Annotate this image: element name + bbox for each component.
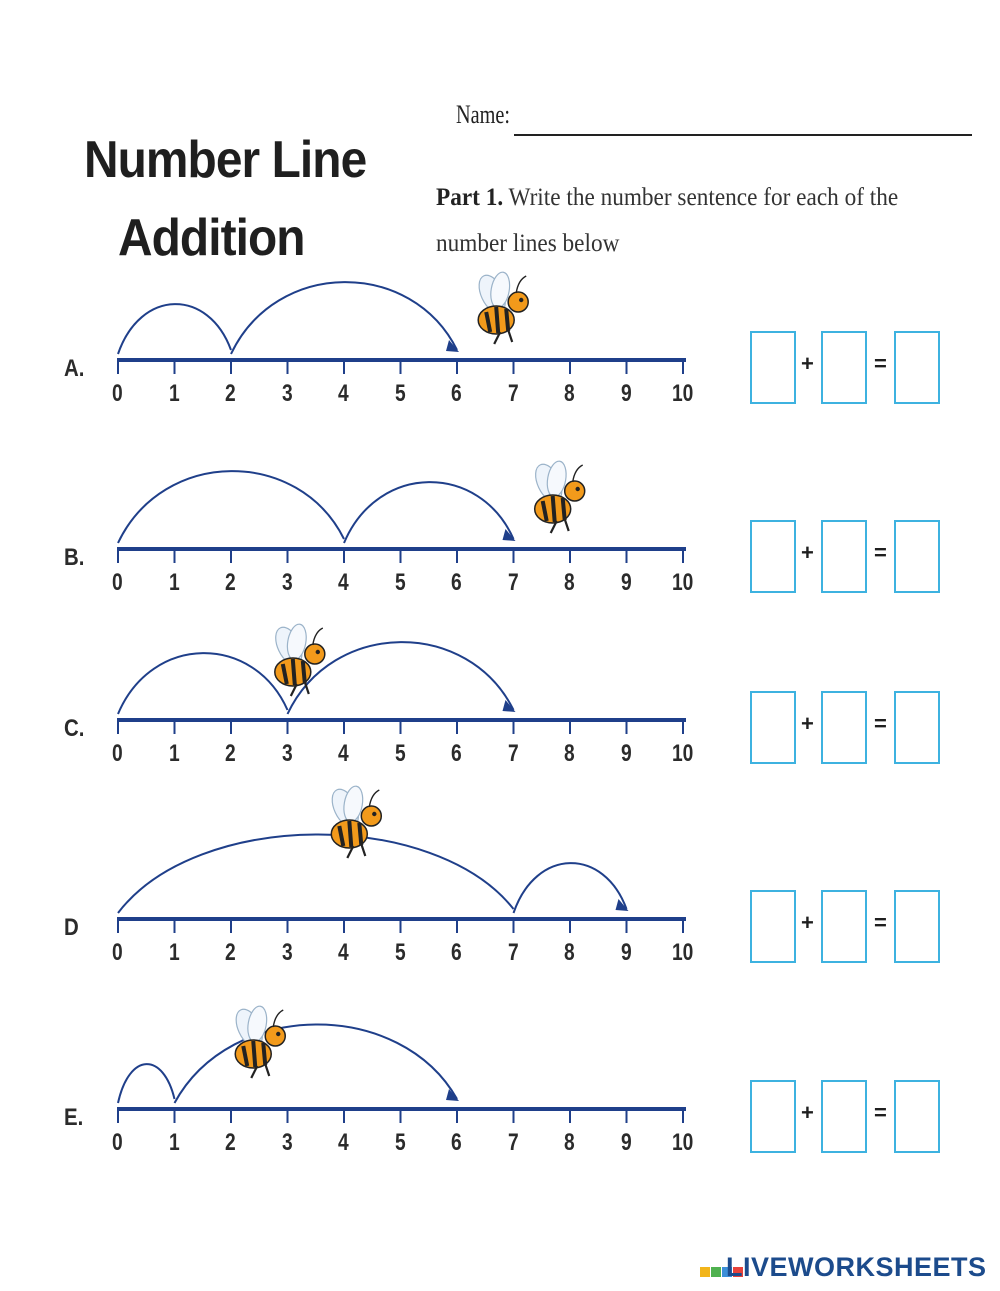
tick-label: 9 (620, 380, 632, 407)
tick-label: 10 (672, 740, 694, 767)
addend-1-box[interactable] (750, 691, 796, 764)
tick-label: 8 (564, 569, 575, 596)
tick-label: 3 (281, 380, 293, 407)
tick-label: 0 (112, 939, 123, 966)
tick-label: 2 (225, 569, 236, 596)
tick-label: 6 (451, 740, 462, 767)
bee-icon (270, 623, 324, 696)
jump-arc (231, 282, 457, 354)
sum-box[interactable] (894, 1080, 940, 1153)
tick-label: 1 (168, 939, 180, 966)
title-line-2: Addition (118, 209, 305, 267)
tick-label: 8 (564, 939, 575, 966)
addend-1-box[interactable] (750, 520, 796, 593)
plus-sign: + (801, 351, 814, 376)
tick-label: 7 (507, 740, 519, 767)
addend-2-box[interactable] (821, 691, 867, 764)
sum-box[interactable] (894, 890, 940, 963)
tick-label: 4 (338, 380, 349, 407)
tick-label: 9 (620, 939, 632, 966)
plus-sign: + (801, 1100, 814, 1125)
instructions-text: Write the number sentence for each of the number lines below (436, 184, 899, 257)
tick-label: 2 (225, 740, 236, 767)
addend-1-box[interactable] (750, 890, 796, 963)
number-line-3 (118, 623, 686, 734)
name-label: Name: (456, 100, 511, 129)
tick-label: 4 (338, 939, 349, 966)
tick-label: 6 (451, 569, 462, 596)
jump-arc (118, 653, 288, 714)
sum-box[interactable] (894, 520, 940, 593)
equals-sign: = (874, 711, 887, 736)
row-label: D (64, 914, 79, 941)
tick-label: 8 (564, 380, 575, 407)
tick-label: 1 (168, 1129, 180, 1156)
tick-label: 3 (281, 569, 293, 596)
jump-arc (175, 1024, 458, 1103)
number-line-2 (118, 460, 686, 563)
tick-label: 8 (564, 740, 575, 767)
tick-label: 2 (225, 380, 236, 407)
tick-label: 7 (507, 569, 519, 596)
tick-label: 5 (394, 740, 406, 767)
tick-label: 0 (112, 740, 123, 767)
row-label: E. (64, 1104, 84, 1131)
jump-arc (118, 1064, 175, 1103)
tick-label: 3 (281, 1129, 293, 1156)
addend-2-box[interactable] (821, 331, 867, 404)
tick-label: 1 (168, 380, 180, 407)
sum-box[interactable] (894, 691, 940, 764)
row-label: B. (64, 544, 85, 571)
plus-sign: + (801, 910, 814, 935)
addend-2-box[interactable] (821, 520, 867, 593)
logo-mark-icon (700, 1254, 722, 1276)
bee-icon (474, 271, 528, 344)
sum-box[interactable] (894, 331, 940, 404)
jump-arc (514, 863, 627, 913)
tick-label: 4 (338, 1129, 349, 1156)
tick-label: 3 (281, 939, 293, 966)
row-label: A. (64, 355, 85, 382)
row-label: C. (64, 715, 85, 742)
jump-arc (118, 471, 344, 543)
addend-1-box[interactable] (750, 1080, 796, 1153)
tick-label: 5 (394, 939, 406, 966)
tick-label: 8 (564, 1129, 575, 1156)
tick-label: 6 (451, 939, 462, 966)
tick-label: 1 (168, 569, 180, 596)
tick-label: 7 (507, 1129, 519, 1156)
tick-label: 4 (338, 569, 349, 596)
tick-label: 2 (225, 939, 236, 966)
tick-label: 10 (672, 569, 694, 596)
plus-sign: + (801, 711, 814, 736)
equals-sign: = (874, 540, 887, 565)
tick-label: 9 (620, 1129, 632, 1156)
tick-label: 10 (672, 380, 694, 407)
plus-sign: + (801, 540, 814, 565)
equals-sign: = (874, 351, 887, 376)
tick-label: 5 (394, 569, 406, 596)
tick-label: 3 (281, 740, 293, 767)
tick-label: 9 (620, 569, 632, 596)
tick-label: 9 (620, 740, 632, 767)
tick-label: 5 (394, 380, 406, 407)
logo-text: LIVEWORKSHEETS (726, 1252, 987, 1282)
number-line-4 (118, 785, 686, 933)
tick-label: 5 (394, 1129, 406, 1156)
tick-label: 1 (168, 740, 180, 767)
number-line-5 (118, 1005, 686, 1123)
number-line-1 (118, 271, 686, 374)
tick-label: 0 (112, 380, 123, 407)
tick-label: 7 (507, 380, 519, 407)
tick-label: 7 (507, 939, 519, 966)
addend-1-box[interactable] (750, 331, 796, 404)
tick-label: 6 (451, 1129, 462, 1156)
tick-label: 10 (672, 1129, 694, 1156)
bee-icon (530, 460, 584, 533)
title-line-1: Number Line (84, 131, 367, 189)
equals-sign: = (874, 1100, 887, 1125)
tick-label: 0 (112, 569, 123, 596)
jump-arc (344, 482, 514, 543)
addend-2-box[interactable] (821, 1080, 867, 1153)
tick-label: 0 (112, 1129, 123, 1156)
jump-arc (118, 304, 231, 354)
tick-label: 6 (451, 380, 462, 407)
jump-arc (118, 834, 514, 913)
tick-label: 2 (225, 1129, 236, 1156)
equals-sign: = (874, 910, 887, 935)
addend-2-box[interactable] (821, 890, 867, 963)
tick-label: 10 (672, 939, 694, 966)
liveworksheets-logo (700, 1252, 987, 1291)
bee-icon (327, 785, 381, 858)
tick-label: 4 (338, 740, 349, 767)
instructions-part: Part 1. (436, 184, 504, 211)
